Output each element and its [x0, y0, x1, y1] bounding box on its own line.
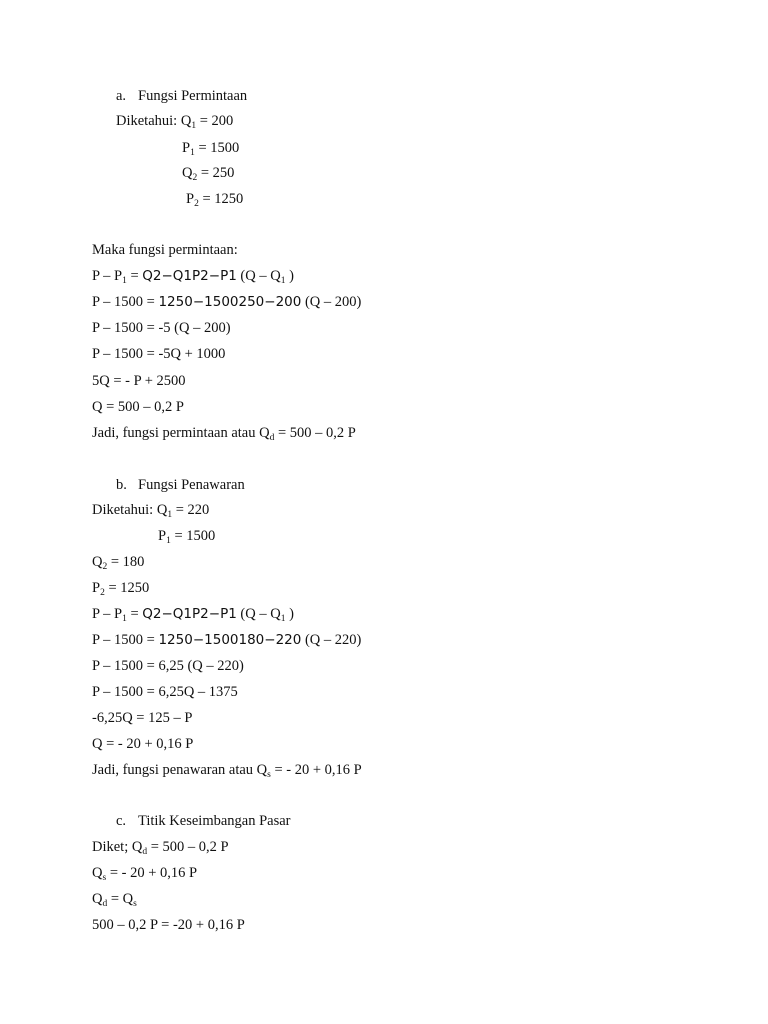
section-c-qs: $Q_s$ = - 20 + 0,16 P: [92, 865, 198, 883]
section-a-step-3: 5Q = - P + 2500: [92, 373, 186, 389]
section-b-known-p1: $P_1 = 1500$: [158, 528, 216, 546]
section-b-known-p2: $P_2 = 1250$: [92, 580, 150, 598]
section-a-step-1: P – 1500 = -5 (Q – 200): [92, 320, 231, 336]
section-b-title: Fungsi Penawaran: [138, 477, 245, 493]
section-b-marker: b.: [116, 477, 127, 493]
section-c-diket-qd: Diket; $Q_d = 500 - 0,2$ P: [92, 839, 229, 857]
section-a-substitution: P – 1500 = 1250−1500250−200 (Q – 200): [92, 294, 362, 310]
section-a-step-2: P – 1500 = -5Q + 1000: [92, 346, 226, 362]
section-a-known-p1: $P_1 = 1500$: [182, 140, 240, 158]
section-b-step-4: Q = - 20 + 0,16 P: [92, 736, 194, 752]
section-b-substitution: P – 1500 = 1250−1500180−220 (Q – 220): [92, 632, 362, 648]
section-c-title: Titik Keseimbangan Pasar: [138, 813, 291, 829]
section-a-marker: a.: [116, 88, 127, 104]
section-a-title: Fungsi Permintaan: [138, 88, 248, 104]
section-b-known-q1: Diketahui: $Q_1 = 220$: [92, 502, 210, 520]
section-a-formula: $P - P_1 = Q2-Q1P2-P1$ ($Q - Q_1$ ): [92, 268, 294, 286]
section-b-known-q2: $Q_2 = 180$: [92, 554, 145, 572]
section-c-heading: [116, 812, 291, 830]
section-b-conclusion: Jadi, fungsi penawaran atau $Q_s$ = - 20 + 0,16 P: [92, 762, 362, 780]
section-a-known-q2: $Q_2 = 250$: [182, 165, 235, 183]
section-a-conclusion: Jadi, fungsi permintaan atau $Q_d = 500 - 0,2$ P: [92, 425, 356, 443]
section-b-step-3: -6,25Q = 125 – P: [92, 710, 193, 726]
section-b-step-2: P – 1500 = 6,25Q – 1375: [92, 684, 238, 700]
section-c-marker: c.: [116, 813, 127, 829]
section-b-step-1: P – 1500 = 6,25 (Q – 220): [92, 658, 244, 674]
section-c-equality: $Q_d = Q_s$: [92, 891, 137, 909]
section-a-known-p2: $P_2 = 1250$: [186, 191, 244, 209]
section-a-intro: Maka fungsi permintaan:: [92, 242, 238, 258]
section-a-heading: [116, 87, 247, 105]
section-b-formula: $P - P_1 = Q2-Q1P2-P1$ ($Q - Q_1$ ): [92, 606, 294, 624]
section-c-last-line: 500 – 0,2 P = -20 + 0,16 P: [92, 917, 245, 933]
section-a-step-4: Q = 500 – 0,2 P: [92, 399, 184, 415]
section-b-heading: [116, 476, 245, 494]
section-a-known-q1: Diketahui: $Q_1 = 200$: [116, 113, 234, 131]
